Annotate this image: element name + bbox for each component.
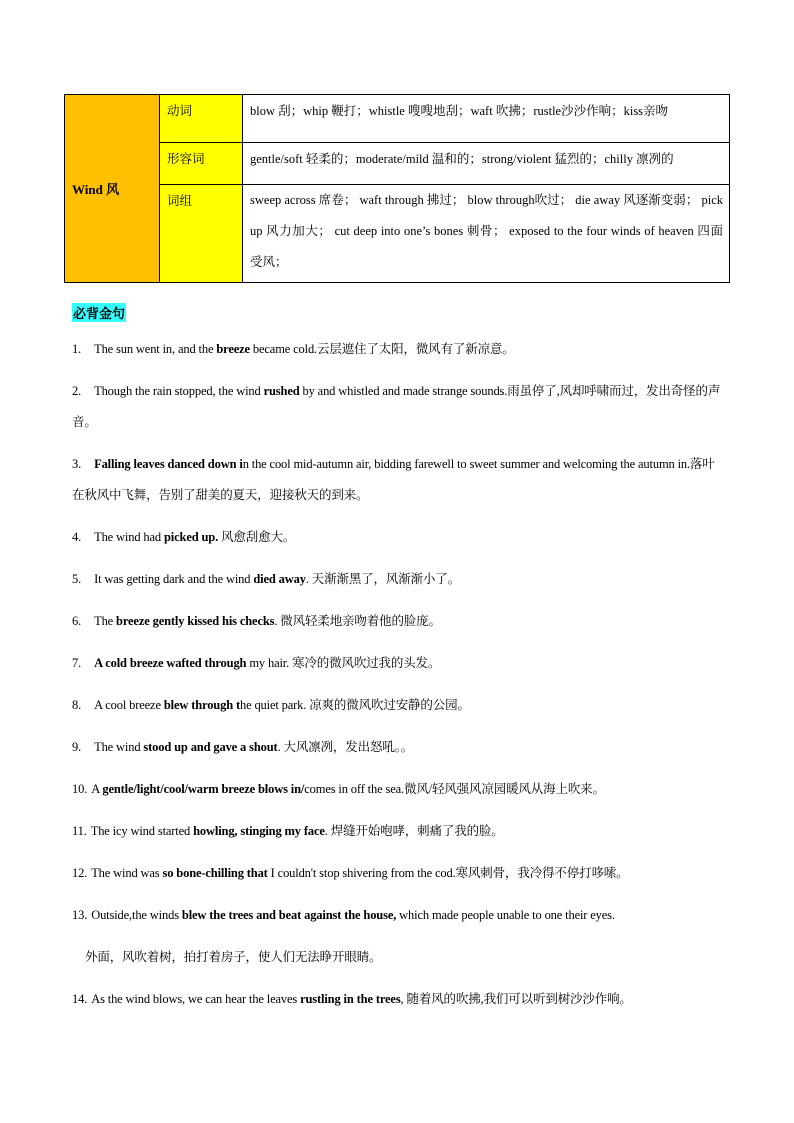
key-phrase: gentle/light/cool/warm breeze blows in/ xyxy=(102,782,305,796)
sentence-number: 11. xyxy=(72,824,87,838)
sentence-number: 9. xyxy=(72,740,82,754)
sentence-text: n the cool mid-autumn air, bidding farewell to sweet summer and welcoming the autumn in.落叶在秋风中飞舞，告别了甜美的夏天，迎接秋天的到来。 xyxy=(72,457,715,502)
sentence-item xyxy=(72,648,726,679)
key-phrase: breeze xyxy=(216,342,250,356)
key-phrase: blew through t xyxy=(163,698,240,712)
table-row xyxy=(65,185,730,283)
sentence-text: which made people unable to one their eyes. xyxy=(396,908,615,922)
key-phrase: so bone-chilling that xyxy=(162,866,268,880)
sentence-item xyxy=(72,522,726,553)
key-phrase: died away xyxy=(253,572,306,586)
sentence-number: 3. xyxy=(72,457,82,471)
sentence-item xyxy=(72,449,726,511)
sentence-number: 4. xyxy=(72,530,82,544)
sentence-text: . 微风轻柔地亲吻着他的脸庞。 xyxy=(274,614,441,628)
sentence-item xyxy=(72,816,726,847)
sentence-text: Though the rain stopped, the wind xyxy=(94,384,264,398)
verb-words: blow 刮；whip 鞭打；whistle 嗖嗖地刮；waft 吹拂；rustle沙沙作响；kiss亲吻 xyxy=(243,95,730,143)
sentence-text: . 大风凛冽，发出怒吼。。 xyxy=(277,740,414,754)
sentence-text: It was getting dark and the wind xyxy=(94,572,254,586)
sentence-text: became cold.云层遮住了太阳，微风有了新凉意。 xyxy=(249,342,515,356)
sentence-text: The wind had xyxy=(94,530,164,544)
key-phrase: rushed xyxy=(263,384,300,398)
pos-label-verb: 动词 xyxy=(160,95,243,143)
wind-vocabulary-table xyxy=(64,94,730,283)
sentence-text: The icy wind started xyxy=(90,824,194,838)
sentence-text: , 随着风的吹拂,我们可以听到树沙沙作响。 xyxy=(400,992,632,1006)
sentence-number: 13. xyxy=(72,908,88,922)
key-phrase: Falling leaves danced down i xyxy=(94,457,243,471)
sentence-text: The xyxy=(94,614,117,628)
topic-cell: Wind 风 xyxy=(65,95,160,283)
key-phrase: howling, stinging my face xyxy=(193,824,325,838)
sentence-number: 10. xyxy=(72,782,88,796)
sentence-item xyxy=(72,334,726,365)
sentence-text: The wind xyxy=(94,740,144,754)
sentence-text: Outside,the winds xyxy=(91,908,182,922)
sentence-item xyxy=(72,564,726,595)
sentence-text: As the wind blows, we can hear the leaves xyxy=(91,992,301,1006)
sentence-translation: 外面，风吹着树，拍打着房子，使人们无法睁开眼睛。 xyxy=(85,950,382,964)
sentence-text: my hair. 寒冷的微风吹过我的头发。 xyxy=(246,656,441,670)
sentence-number: 2. xyxy=(72,384,82,398)
key-phrase: A cold breeze wafted through xyxy=(94,656,247,670)
key-phrase: picked up. xyxy=(164,530,219,544)
sentence-text: A xyxy=(91,782,103,796)
sentence-number: 1. xyxy=(72,342,82,356)
sentence-number: 8. xyxy=(72,698,82,712)
sentence-item xyxy=(72,774,726,805)
sentence-item xyxy=(72,376,726,438)
key-phrase: stood up and gave a shout xyxy=(143,740,278,754)
key-phrase: breeze gently kissed his checks xyxy=(116,614,275,628)
sentence-text: he quiet park. 凉爽的微风吹过安静的公园。 xyxy=(239,698,470,712)
sentence-number: 6. xyxy=(72,614,82,628)
sentence-item xyxy=(72,984,726,1015)
pos-label-adjective: 形容词 xyxy=(160,143,243,185)
sentence-number: 14. xyxy=(72,992,88,1006)
table-row xyxy=(65,143,730,185)
sentence-text: A cool breeze xyxy=(94,698,164,712)
sentence-text: . 天渐渐黑了，风渐渐小了。 xyxy=(305,572,460,586)
sentence-text: The wind was xyxy=(91,866,163,880)
sentence-number: 12. xyxy=(72,866,88,880)
section-label: 必背金句 xyxy=(72,303,126,322)
pos-label-phrase: 词组 xyxy=(160,185,243,283)
sentence-item xyxy=(72,732,726,763)
sentence-item xyxy=(72,858,726,889)
key-phrase: rustling in the trees xyxy=(300,992,401,1006)
sentence-item xyxy=(72,900,726,931)
sentence-item xyxy=(72,690,726,721)
sentence-text: I couldn't stop shivering from the cod.寒风刺骨，我冷得不停打哆嗦。 xyxy=(267,866,629,880)
key-phrase: blew the trees and beat against the house, xyxy=(181,908,397,922)
sentence-number: 5. xyxy=(72,572,82,586)
sentence-text: The sun went in, and the xyxy=(94,342,217,356)
sentence-text: by and whistled and made strange sounds.雨虽停了,风却呼啸而过，发出奇怪的声音。 xyxy=(72,384,721,429)
sentence-item xyxy=(72,606,726,637)
sentence-text: . 焊缝开始咆哮，刺痛了我的脸。 xyxy=(324,824,504,838)
sentence-number: 7. xyxy=(72,656,82,670)
adjective-words: gentle/soft 轻柔的；moderate/mild 温和的；strong/violent 猛烈的；chilly 凛冽的 xyxy=(243,143,730,185)
phrase-words: sweep across 席卷； waft through 拂过； blow through吹过； die away 风逐渐变弱； pick up 风力加大； cut deep into one’s bones 刺骨； exposed to the four winds of heaven 四面受风； xyxy=(243,185,730,283)
sentence-text: 风愈刮愈大。 xyxy=(218,530,296,544)
sentence-text: comes in off the sea.微风/轻风强风凉园暖风从海上吹来。 xyxy=(304,782,605,796)
table-row xyxy=(65,95,730,143)
sentence-list xyxy=(72,334,726,1015)
